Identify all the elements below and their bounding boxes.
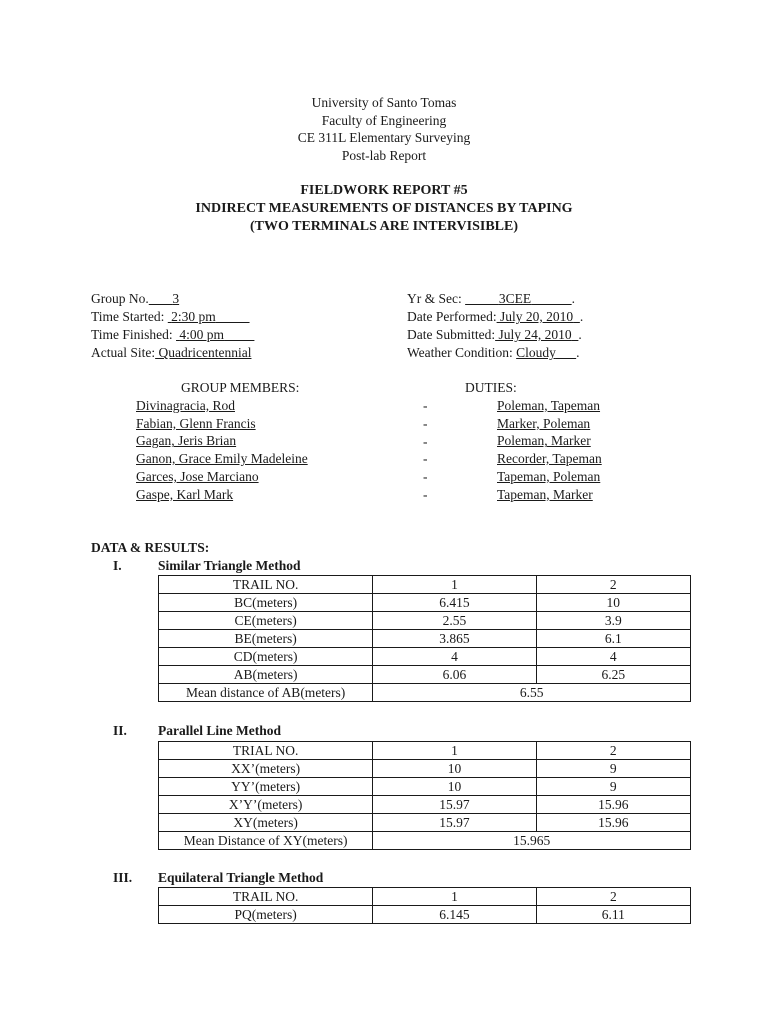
time-finished-label: Time Finished: bbox=[91, 327, 173, 342]
date-submitted-value: July 24, 2010 bbox=[498, 327, 572, 342]
duties-header: DUTIES: bbox=[465, 380, 517, 395]
table-row: CE(meters) 2.55 3.9 bbox=[159, 612, 691, 630]
similar-triangle-table bbox=[158, 575, 691, 702]
duty-row: Marker, Poleman bbox=[497, 415, 591, 431]
section-2-numeral: II. bbox=[113, 723, 127, 738]
time-started-value: 2:30 pm bbox=[171, 309, 216, 324]
report-header bbox=[0, 94, 768, 164]
duty-row: Recorder, Tapeman bbox=[497, 451, 602, 467]
report-type: Post-lab Report bbox=[341, 147, 427, 163]
group-no-row bbox=[91, 290, 264, 308]
table-mean-row: Mean Distance of XY(meters) 15.965 bbox=[159, 832, 691, 850]
table-header-row: TRAIL NO. 1 2 bbox=[159, 888, 691, 906]
table-header-row: TRIAL NO. 1 2 bbox=[159, 742, 691, 760]
title-line-2: INDIRECT MEASUREMENTS OF DISTANCES BY TAPING bbox=[195, 201, 573, 216]
info-right bbox=[407, 290, 583, 362]
actual-site-row bbox=[91, 344, 264, 362]
duty-row: Poleman, Tapeman bbox=[497, 397, 601, 413]
title-line-1: FIELDWORK REPORT #5 bbox=[300, 183, 468, 198]
actual-site-label: Actual Site: bbox=[91, 345, 156, 360]
date-performed-label: Date Performed: bbox=[407, 309, 497, 324]
section-1-numeral: I. bbox=[113, 558, 122, 573]
course-name: CE 311L Elementary Surveying bbox=[297, 130, 471, 145]
actual-site-value: Quadricentennial bbox=[158, 345, 252, 360]
section-3-numeral: III. bbox=[113, 870, 133, 885]
member-row: Gagan, Jeris Brian bbox=[136, 433, 237, 449]
table-row: BE(meters) 3.865 6.1 bbox=[159, 630, 691, 648]
table-row: AB(meters) 6.06 6.25 bbox=[159, 666, 691, 684]
report-title bbox=[0, 182, 768, 236]
time-started-row bbox=[91, 308, 264, 326]
table-row: PQ(meters) 6.145 6.11 bbox=[159, 906, 691, 924]
members-header: GROUP MEMBERS: bbox=[181, 380, 300, 395]
date-submitted-label: Date Submitted: bbox=[407, 327, 496, 342]
title-line-3: (TWO TERMINALS ARE INTERVISIBLE) bbox=[249, 219, 519, 234]
section-1-title: Similar Triangle Method bbox=[158, 558, 301, 573]
table-row: BC(meters) 6.415 10 bbox=[159, 594, 691, 612]
member-row: Ganon, Grace Emily Madeleine bbox=[136, 451, 308, 467]
yr-sec-label: Yr & Sec: bbox=[407, 291, 462, 306]
time-finished-value: 4:00 pm bbox=[179, 327, 225, 342]
yr-sec-row: Yr & Sec: 3CEE . bbox=[407, 291, 575, 306]
weather-label: Weather Condition: bbox=[407, 345, 513, 360]
table-mean-row: Mean distance of AB(meters) 6.55 bbox=[159, 684, 691, 702]
info-left bbox=[91, 290, 264, 362]
member-row: Gaspe, Karl Mark bbox=[136, 486, 234, 502]
group-members bbox=[136, 379, 338, 504]
university-name: University of Santo Tomas bbox=[311, 95, 457, 110]
group-no-label: Group No. bbox=[91, 291, 149, 306]
duty-row: Tapeman, Poleman bbox=[497, 468, 601, 484]
date-performed-value: July 20, 2010 bbox=[499, 309, 574, 324]
data-results-heading: DATA & RESULTS: bbox=[91, 540, 210, 555]
weather-row: Weather Condition: Cloudy . bbox=[407, 345, 580, 360]
member-row: Divinagracia, Rod bbox=[136, 397, 235, 413]
time-started-label: Time Started: bbox=[91, 309, 165, 324]
group-no-value: 3 bbox=[172, 291, 180, 306]
table-row: YY’(meters) 10 9 bbox=[159, 778, 691, 796]
parallel-line-table bbox=[158, 741, 691, 850]
equilateral-triangle-table bbox=[158, 887, 691, 924]
weather-value: Cloudy bbox=[516, 345, 556, 360]
time-finished-row bbox=[91, 326, 264, 344]
yr-sec-value: 3CEE bbox=[498, 291, 532, 306]
date-performed-row: Date Performed: July 20, 2010 . bbox=[407, 309, 584, 324]
member-dashes: - - - - - - bbox=[423, 398, 428, 502]
duties bbox=[465, 379, 625, 504]
member-row: Fabian, Glenn Francis bbox=[136, 415, 256, 431]
table-header-row: TRAIL NO. 1 2 bbox=[159, 576, 691, 594]
duty-row: Tapeman, Marker bbox=[497, 486, 593, 502]
table-row: CD(meters) 4 4 bbox=[159, 648, 691, 666]
table-row: X’Y’(meters) 15.97 15.96 bbox=[159, 796, 691, 814]
duty-row: Poleman, Marker bbox=[497, 433, 591, 449]
section-3-title: Equilateral Triangle Method bbox=[158, 870, 324, 885]
table-row: XY(meters) 15.97 15.96 bbox=[159, 814, 691, 832]
date-submitted-row: Date Submitted: July 24, 2010 . bbox=[407, 327, 582, 342]
section-2-title: Parallel Line Method bbox=[158, 723, 281, 738]
table-row: XX’(meters) 10 9 bbox=[159, 760, 691, 778]
member-row: Garces, Jose Marciano bbox=[136, 468, 259, 484]
faculty-name: Faculty of Engineering bbox=[321, 112, 447, 128]
